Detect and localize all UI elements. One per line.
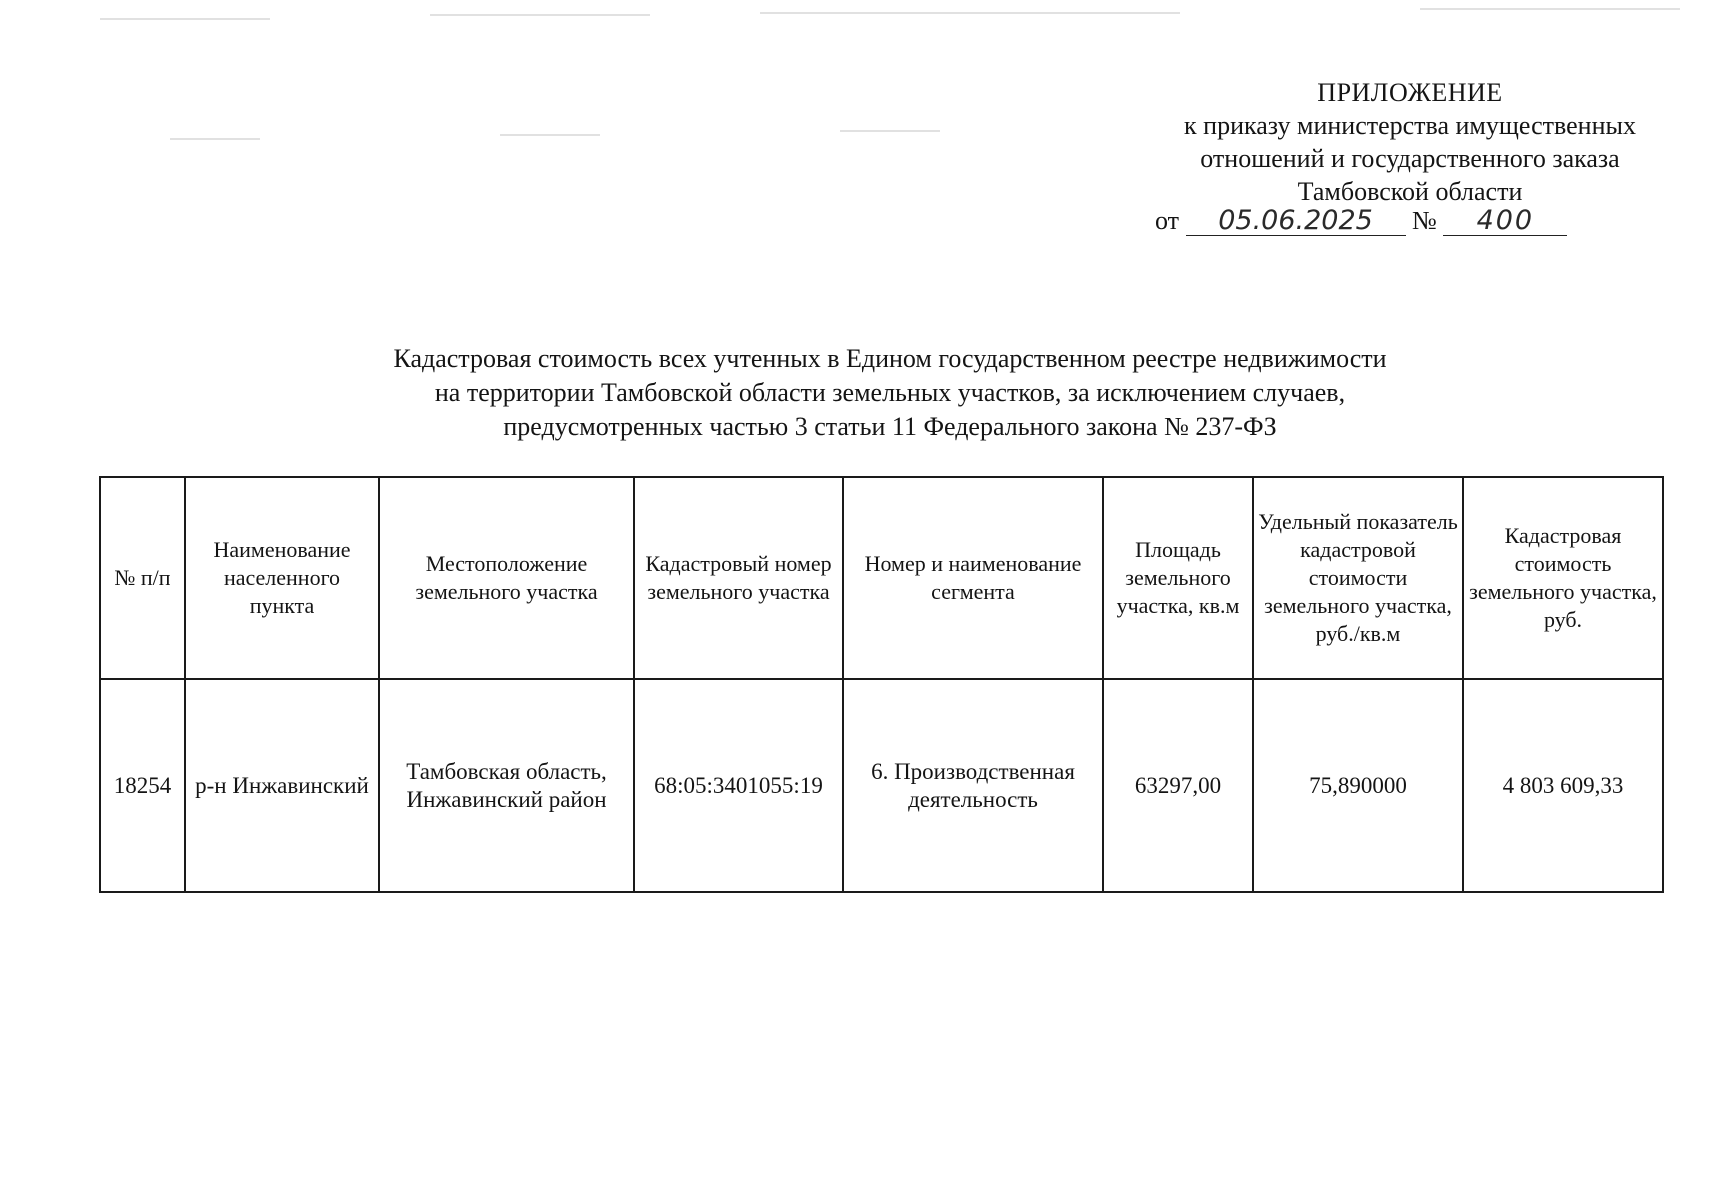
cell-location: Тамбовская область, Инжавинский район [379, 679, 634, 892]
cell-settlement: р-н Инжавинский [185, 679, 379, 892]
order-number-prefix: № [1412, 206, 1437, 235]
scan-noise [100, 18, 270, 20]
table-header-row [100, 477, 1663, 679]
appendix-order-ref-line3: Тамбовской области [1297, 177, 1523, 206]
scan-noise [840, 130, 940, 132]
appendix-order-ref-line2: отношений и государственного заказа [1200, 144, 1620, 173]
appendix-header [1090, 76, 1712, 208]
cadastral-value-table [99, 476, 1664, 893]
scan-noise [500, 134, 600, 136]
scan-noise [430, 14, 650, 16]
cell-unit-value: 75,890000 [1253, 679, 1463, 892]
document-title [320, 342, 1460, 444]
order-date-handwritten: 05.06.2025 [1186, 207, 1406, 236]
cell-cadastral-value: 4 803 609,33 [1463, 679, 1663, 892]
header-area: Площадь земельного участка, кв.м [1103, 477, 1253, 679]
cell-area: 63297,00 [1103, 679, 1253, 892]
order-number-handwritten: 400 [1443, 207, 1567, 236]
appendix-heading: ПРИЛОЖЕНИЕ [1317, 78, 1503, 107]
header-cadastral-number: Кадастровый номер земельного участка [634, 477, 843, 679]
header-cadastral-value: Кадастровая стоимость земельного участка, руб. [1463, 477, 1663, 679]
title-line-1: Кадастровая стоимость всех учтенных в Едином государственном реестре недвижимости [393, 344, 1387, 373]
title-line-3: предусмотренных частью 3 статьи 11 Федерального закона № 237-ФЗ [503, 412, 1277, 441]
order-date-prefix: от [1155, 206, 1180, 235]
scan-noise [1420, 8, 1680, 10]
appendix-order-ref-line1: к приказу министерства имущественных [1184, 111, 1636, 140]
table-row [100, 679, 1663, 892]
header-settlement: Наименование населенного пункта [185, 477, 379, 679]
header-location: Местоположение земельного участка [379, 477, 634, 679]
cell-cadastral-number: 68:05:3401055:19 [634, 679, 843, 892]
header-row-number: № п/п [100, 477, 185, 679]
scan-noise [760, 12, 1180, 14]
header-unit-value: Удельный показатель кадастровой стоимости земельного участка, руб./кв.м [1253, 477, 1463, 679]
cell-segment: 6. Производственная деятельность [843, 679, 1103, 892]
cell-row-number: 18254 [100, 679, 185, 892]
order-date-number [1155, 206, 1567, 236]
scan-noise [170, 138, 260, 140]
header-segment: Номер и наименование сегмента [843, 477, 1103, 679]
title-line-2: на территории Тамбовской области земельных участков, за исключением случаев, [434, 378, 1346, 407]
